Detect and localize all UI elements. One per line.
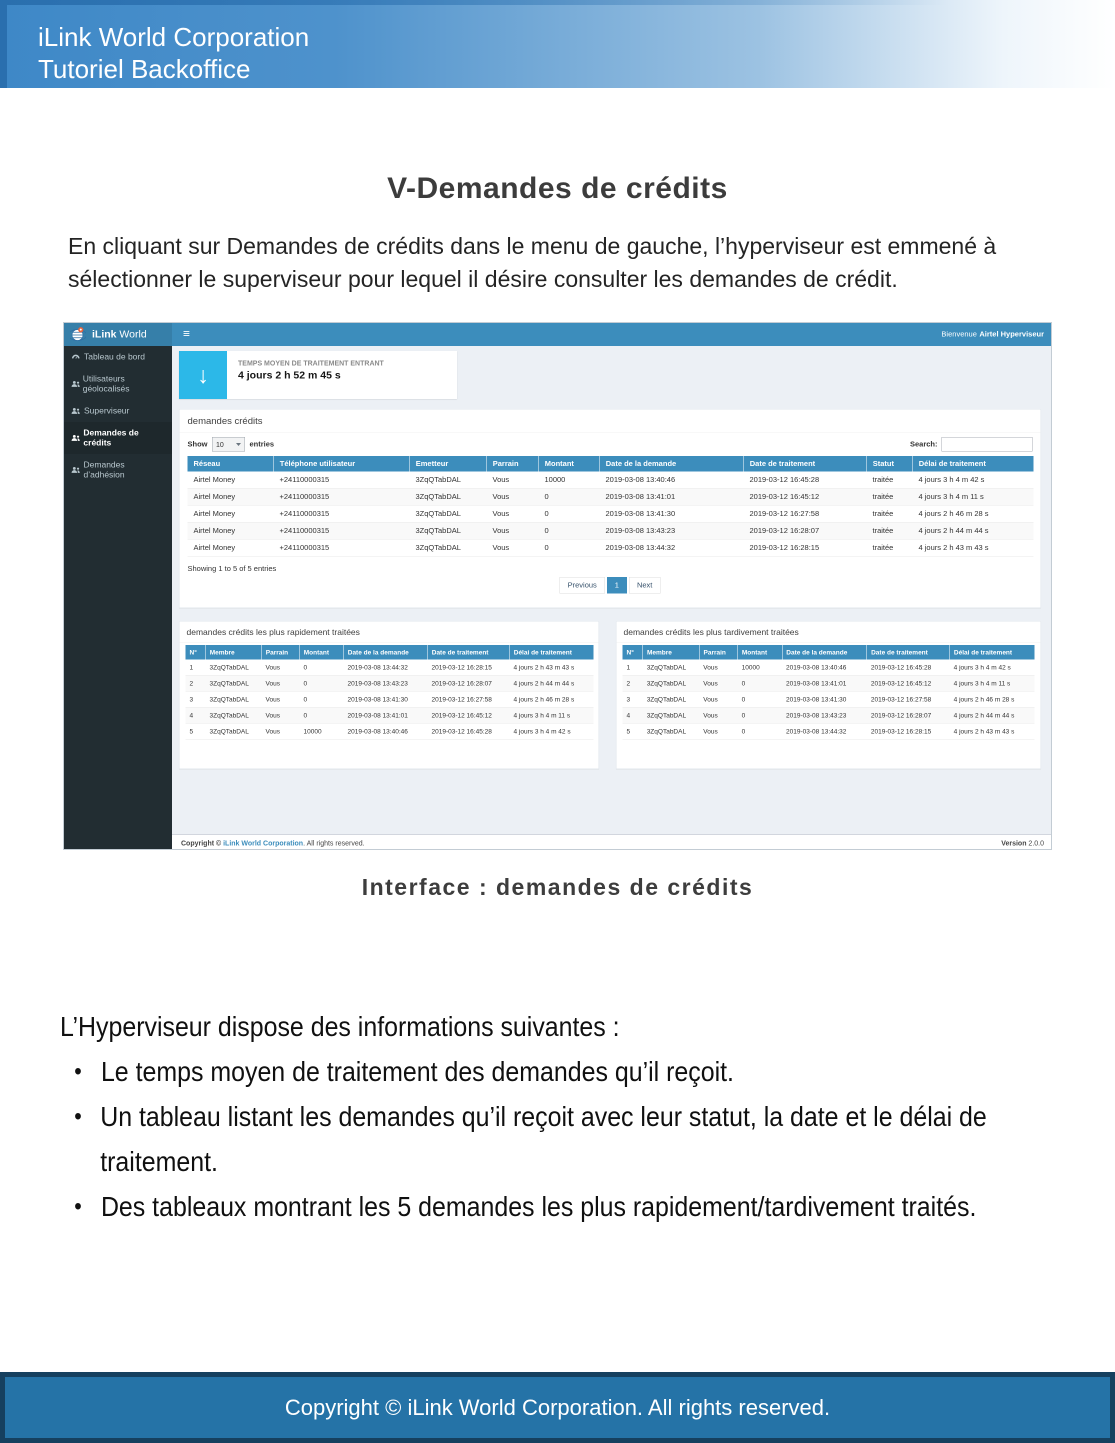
table-cell: 2019-03-08 13:44:32 [782, 723, 867, 739]
stat-label: TEMPS MOYEN DE TRAITEMENT ENTRANT [238, 359, 384, 367]
table-cell: 2019-03-08 13:40:46 [600, 472, 744, 489]
table-cell: 2019-03-12 16:27:58 [744, 505, 867, 522]
previous-page-button[interactable]: Previous [560, 577, 605, 594]
table-cell: 2019-03-08 13:41:01 [344, 707, 428, 723]
table-cell: Vous [262, 691, 300, 707]
table-cell: 0 [738, 691, 782, 707]
table-cell: 10000 [539, 472, 600, 489]
table-cell: 2019-03-12 16:27:58 [428, 691, 510, 707]
table-cell: 2019-03-12 16:28:15 [867, 723, 950, 739]
table-cell: Vous [699, 707, 737, 723]
table-cell: 2019-03-12 16:27:58 [867, 691, 950, 707]
table-cell: 2019-03-08 13:41:01 [600, 488, 744, 505]
chevron-down-icon [236, 443, 241, 446]
column-header: Parrain [262, 645, 300, 660]
table-cell: 3ZqQTabDAL [206, 723, 262, 739]
table-cell: traitée [867, 488, 913, 505]
next-page-button[interactable]: Next [629, 577, 660, 594]
table-cell: 2 [186, 675, 206, 691]
table-cell: 3ZqQTabDAL [410, 539, 487, 556]
table-cell: Vous [699, 723, 737, 739]
table-cell: Vous [262, 707, 300, 723]
table-cell: 2019-03-08 13:41:30 [782, 691, 867, 707]
column-header: Délai de traitement [510, 645, 594, 660]
table-row [188, 522, 1034, 539]
bullet-icon: • [74, 1193, 82, 1220]
users-icon [71, 380, 83, 388]
table-cell: Airtel Money [188, 522, 274, 539]
table-cell: traitée [867, 472, 913, 489]
column-header[interactable]: Réseau [188, 456, 274, 472]
list-item [60, 1184, 1084, 1229]
search-label: Search: [909, 440, 938, 449]
table-cell: 0 [738, 707, 782, 723]
table-row [188, 488, 1034, 505]
top-banner [0, 0, 1115, 88]
dashboard-icon [71, 353, 84, 361]
table-row [186, 691, 594, 707]
avg-processing-time-card [179, 351, 457, 399]
column-header: Date de traitement [428, 645, 510, 660]
table-cell: 3ZqQTabDAL [643, 707, 700, 723]
page-footer-text: Copyright © iLink World Corporation. All rights reserved. [284, 1394, 831, 1420]
table-cell: 2019-03-12 16:45:12 [867, 675, 950, 691]
users-icon [71, 434, 83, 442]
list-item [60, 1094, 1084, 1184]
table-cell: 0 [738, 723, 782, 739]
table-cell: 3 [623, 691, 643, 707]
table-cell: 2019-03-08 13:43:23 [344, 675, 428, 691]
table-cell: 3ZqQTabDAL [643, 723, 700, 739]
down-arrow-icon: ↓ [179, 351, 227, 399]
table-cell: 0 [300, 675, 344, 691]
table-cell: 2019-03-08 13:41:01 [782, 675, 867, 691]
app-version: Version 2.0.0 [1001, 839, 1044, 847]
table-cell: 0 [300, 660, 344, 676]
sidebar-item-label: Demandes d’adhésion [83, 460, 125, 480]
search-input[interactable] [942, 437, 1033, 452]
table-row [623, 675, 1035, 691]
table-cell: 3ZqQTabDAL [206, 660, 262, 676]
column-header: Membre [643, 645, 700, 660]
table-cell: Vous [487, 505, 539, 522]
table-cell: 2019-03-08 13:41:30 [600, 505, 744, 522]
showing-entries-text: Showing 1 to 5 of 5 entries [187, 564, 277, 573]
welcome-username: Airtel Hyperviseur [979, 330, 1044, 339]
table-cell: Airtel Money [188, 488, 274, 505]
table-cell: 2019-03-12 16:45:28 [744, 472, 867, 489]
credits-panel [179, 409, 1041, 608]
sidebar-item-label: Superviseur [84, 406, 130, 416]
table-cell: traitée [867, 505, 913, 522]
table-cell: 2019-03-12 16:28:15 [744, 539, 867, 556]
bullet-text: Des tableaux montrant les 5 demandes les plus rapidement/tardivement traités. [100, 1191, 977, 1222]
table-cell: 2019-03-08 13:40:46 [344, 723, 428, 739]
table-cell: 0 [539, 505, 600, 522]
sidebar-item-label: Utilisateurs géolocalisés [82, 374, 130, 394]
table-cell: 0 [738, 675, 782, 691]
users-icon [71, 407, 84, 415]
table-cell: 1 [186, 660, 206, 676]
slowest-processed-panel [616, 621, 1041, 769]
table-cell: 0 [539, 539, 600, 556]
sidebar [64, 346, 172, 850]
column-header[interactable]: Téléphone utilisateur [274, 456, 410, 472]
table-cell: 0 [539, 488, 600, 505]
table-cell: 4 [623, 707, 643, 723]
table-header-row [188, 456, 1034, 472]
app-logo[interactable] [64, 323, 172, 346]
table-cell: 2019-03-08 13:43:23 [782, 707, 867, 723]
credits-table [188, 456, 1034, 557]
table-cell: 2019-03-12 16:45:28 [428, 723, 510, 739]
table-cell: 1 [623, 660, 643, 676]
column-header: N° [623, 645, 643, 660]
table-cell: 3ZqQTabDAL [410, 505, 487, 522]
sidebar-item-superviseur[interactable] [64, 400, 172, 422]
table-cell: 2019-03-12 16:28:07 [428, 675, 510, 691]
table-cell: 2019-03-12 16:28:07 [744, 522, 867, 539]
table-cell: 3ZqQTabDAL [643, 691, 700, 707]
app-copyright [181, 839, 365, 847]
slowest-panel-title: demandes crédits les plus tardivement traitées [617, 622, 1041, 644]
table-cell: Vous [487, 539, 539, 556]
table-cell: 4 jours 2 h 46 m 28 s [913, 505, 1034, 522]
app-screenshot [63, 322, 1052, 850]
table-cell: 5 [623, 723, 643, 739]
table-row [188, 539, 1034, 556]
table-cell: traitée [867, 539, 913, 556]
table-cell: 4 jours 3 h 4 m 42 s [913, 472, 1034, 489]
table-cell: Vous [699, 691, 737, 707]
table-cell: 3ZqQTabDAL [410, 522, 487, 539]
table-cell: 2 [623, 675, 643, 691]
entries-label: entries [249, 440, 275, 449]
table-cell: 2019-03-08 13:44:32 [344, 660, 428, 676]
table-header-row [623, 645, 1035, 660]
table-cell: 4 jours 3 h 4 m 42 s [510, 723, 594, 739]
entries-select-value: 10 [216, 440, 224, 449]
table-row [623, 723, 1035, 739]
globe-logo-icon [70, 327, 86, 343]
table-cell: 4 jours 3 h 4 m 42 s [950, 660, 1035, 676]
pagination [180, 577, 1041, 594]
table-cell: 0 [539, 522, 600, 539]
table-cell: 3ZqQTabDAL [410, 472, 487, 489]
column-header: Membre [206, 645, 262, 660]
table-cell: 3ZqQTabDAL [206, 691, 262, 707]
column-header: Date de la demande [782, 645, 867, 660]
column-header[interactable]: Délai de traitement [913, 456, 1034, 472]
table-cell: +24110000315 [274, 488, 410, 505]
sidebar-item-demandes-adhesion[interactable] [64, 454, 172, 486]
company-link[interactable]: iLink World Corporation [223, 839, 304, 847]
slowest-table [623, 645, 1035, 740]
table-cell: Vous [487, 488, 539, 505]
table-cell: +24110000315 [274, 472, 410, 489]
column-header[interactable]: Statut [867, 456, 913, 472]
column-header: Parrain [699, 645, 737, 660]
table-row [623, 707, 1035, 723]
table-cell: 4 jours 2 h 44 m 44 s [950, 707, 1035, 723]
sidebar-item-tableau-de-bord[interactable] [64, 346, 172, 368]
table-cell: 3ZqQTabDAL [643, 675, 700, 691]
table-row [186, 660, 594, 676]
table-cell: 0 [300, 691, 344, 707]
page-1-button[interactable]: 1 [607, 577, 627, 594]
table-cell: Vous [699, 660, 737, 676]
table-row [186, 723, 594, 739]
app-footer [172, 834, 1052, 850]
figure-caption: Interface : demandes de crédits [361, 874, 754, 900]
credits-panel-title: demandes crédits [180, 410, 1041, 434]
table-cell: +24110000315 [274, 539, 410, 556]
column-header: Montant [300, 645, 344, 660]
intro-paragraph: En cliquant sur Demandes de crédits dans le menu de gauche, l’hyperviseur est emmené à sélectionner le superviseur pour lequel il désire consulter les demandes de crédit. [68, 233, 997, 292]
entries-select[interactable] [212, 437, 245, 452]
table-cell: Vous [487, 522, 539, 539]
table-cell: 3ZqQTabDAL [206, 707, 262, 723]
table-cell: +24110000315 [274, 505, 410, 522]
table-cell: Airtel Money [188, 472, 274, 489]
table-cell: 4 jours 2 h 46 m 28 s [510, 691, 594, 707]
table-cell: 2019-03-08 13:40:46 [782, 660, 867, 676]
fastest-panel-title: demandes crédits les plus rapidement traitées [180, 622, 599, 644]
banner-line2: Tutoriel Backoffice [38, 54, 251, 84]
brand-text: iLink World [92, 328, 147, 340]
table-cell: 2019-03-12 16:28:15 [428, 660, 510, 676]
info-heading: L’Hyperviseur dispose des informations suivantes : [60, 1011, 620, 1042]
copyright-suffix: . All rights reserved. [303, 839, 365, 847]
table-cell: 2019-03-12 16:45:12 [744, 488, 867, 505]
page-footer [0, 1372, 1115, 1443]
table-cell: 4 jours 2 h 44 m 44 s [510, 675, 594, 691]
table-cell: 4 jours 3 h 4 m 11 s [913, 488, 1034, 505]
column-header: Date de la demande [344, 645, 428, 660]
bullet-icon: • [74, 1103, 82, 1130]
table-cell: 4 jours 2 h 43 m 43 s [510, 660, 594, 676]
column-header: N° [186, 645, 206, 660]
sidebar-toggle-icon[interactable]: ≡ [183, 327, 191, 341]
show-label: Show [187, 440, 208, 449]
column-header[interactable]: Montant [539, 456, 600, 472]
table-cell: 2019-03-08 13:43:23 [600, 522, 744, 539]
column-header: Montant [738, 645, 782, 660]
table-cell: Airtel Money [188, 505, 274, 522]
table-row [188, 505, 1034, 522]
table-cell: 2019-03-08 13:44:32 [600, 539, 744, 556]
column-header[interactable]: Date de la demande [600, 456, 744, 472]
table-row [188, 472, 1034, 489]
table-cell: 4 jours 2 h 46 m 28 s [950, 691, 1035, 707]
table-cell: 2019-03-12 16:45:12 [428, 707, 510, 723]
stat-value: 4 jours 2 h 52 m 45 s [238, 369, 341, 381]
copyright-prefix: Copyright © [181, 839, 224, 847]
app-content [172, 346, 1052, 834]
column-header[interactable]: Date de traitement [744, 456, 867, 472]
table-cell: Vous [262, 675, 300, 691]
table-cell: +24110000315 [274, 522, 410, 539]
table-cell: Airtel Money [188, 539, 274, 556]
table-cell: 3ZqQTabDAL [643, 660, 700, 676]
table-row [186, 675, 594, 691]
table-cell: 4 jours 2 h 43 m 43 s [913, 539, 1034, 556]
table-header-row [186, 645, 594, 660]
table-cell: 3ZqQTabDAL [206, 675, 262, 691]
app-navbar [64, 323, 1052, 346]
table-cell: 3 [186, 691, 206, 707]
table-cell: Vous [699, 675, 737, 691]
table-cell: 4 jours 3 h 4 m 11 s [950, 675, 1035, 691]
users-icon [71, 466, 84, 474]
table-cell: 5 [186, 723, 206, 739]
table-cell: 10000 [300, 723, 344, 739]
column-header: Date de traitement [867, 645, 950, 660]
bullet-icon: • [74, 1058, 82, 1085]
table-cell: 10000 [738, 660, 782, 676]
table-cell: 3ZqQTabDAL [410, 488, 487, 505]
table-row [623, 691, 1035, 707]
table-cell: 2019-03-12 16:45:28 [867, 660, 950, 676]
table-cell: 0 [300, 707, 344, 723]
table-cell: 4 [186, 707, 206, 723]
banner-line1: iLink World Corporation [38, 22, 310, 52]
bullet-text: Le temps moyen de traitement des demandes qu’il reçoit. [100, 1056, 734, 1087]
sidebar-item-label: Tableau de bord [84, 352, 145, 362]
table-cell: Vous [262, 723, 300, 739]
fastest-table [186, 645, 594, 740]
welcome-user-menu[interactable] [941, 323, 1044, 346]
column-header: Délai de traitement [950, 645, 1035, 660]
table-row [623, 660, 1035, 676]
table-cell: Vous [262, 660, 300, 676]
column-header[interactable]: Emetteur [410, 456, 487, 472]
table-cell: 2019-03-08 13:41:30 [344, 691, 428, 707]
info-block [60, 1005, 1084, 1229]
table-cell: traitée [867, 522, 913, 539]
table-cell: 4 jours 3 h 4 m 11 s [510, 707, 594, 723]
bullet-text: Un tableau listant les demandes qu’il reçoit avec leur statut, la date et le délai de traitement. [100, 1101, 987, 1177]
list-item [60, 1049, 1084, 1094]
table-row [186, 707, 594, 723]
table-cell: 4 jours 2 h 44 m 44 s [913, 522, 1034, 539]
sidebar-item-demandes-de-credits[interactable] [64, 422, 172, 454]
table-cell: 2019-03-12 16:28:07 [867, 707, 950, 723]
fastest-processed-panel [179, 621, 599, 769]
sidebar-item-utilisateurs-geolocalises[interactable] [64, 368, 172, 400]
sidebar-item-label: Demandes de crédits [83, 428, 139, 448]
table-cell: Vous [487, 472, 539, 489]
welcome-prefix: Bienvenue [941, 330, 977, 339]
page-title: V-Demandes de crédits [387, 172, 728, 205]
column-header[interactable]: Parrain [487, 456, 539, 472]
table-cell: 4 jours 2 h 43 m 43 s [950, 723, 1035, 739]
